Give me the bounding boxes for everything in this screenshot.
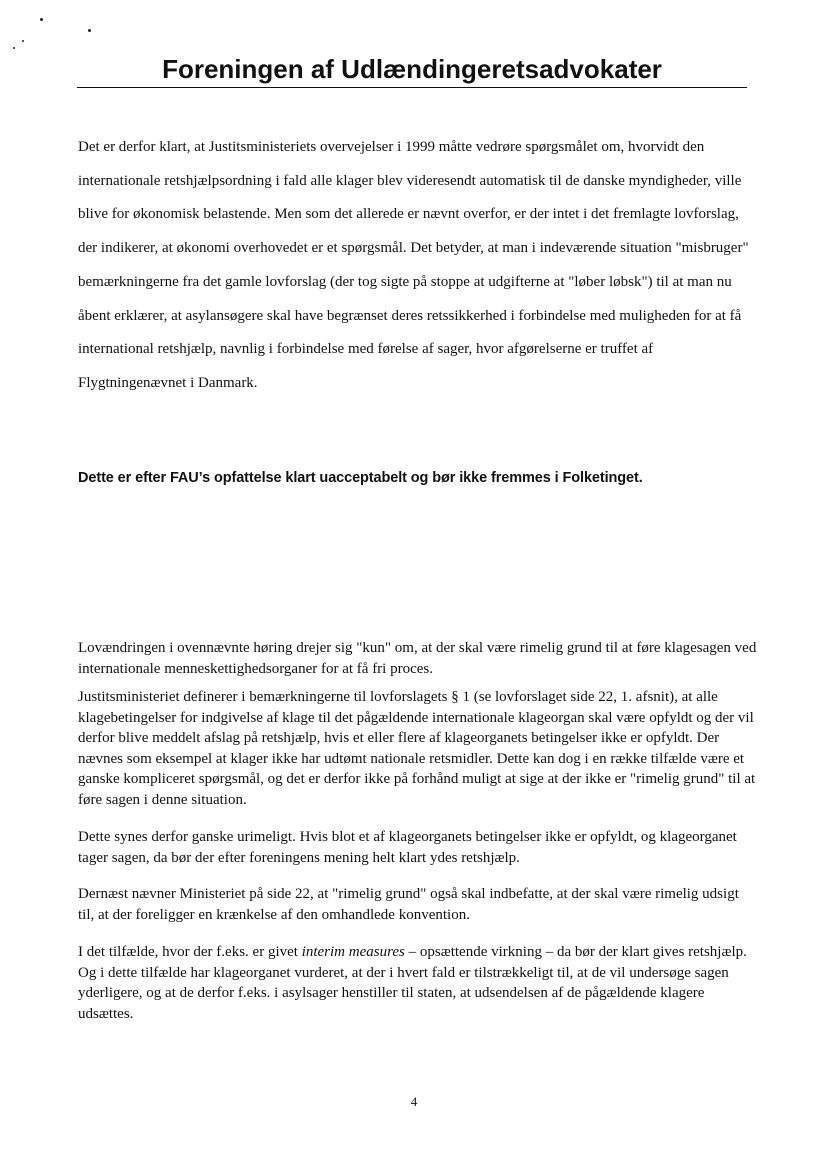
body-paragraph-4: Dette synes derfor ganske urimeligt. Hvis blot et af klageorganets betingelser ikke er opfyldt, og klageorganet tager sagen, da bør der efter foreningens mening helt klart ydes retshjælp. <box>78 829 737 866</box>
body-paragraph-3: Justitsministeriet definerer i bemærkningerne til lovforslagets § 1 (se lovforslaget side 22, 1. afsnit), at alle klagebetingelser for indgivelse af klage til det pågældende internationale klageorgan skal være opfyldt og der vil derfor blive meddelt afslag på retshjælp, hvis et eller flere af klageorganets betingelser ikke er opfyldt. Der nævnes som eksempel at klager ikke har udtømt nationale retsmidler. Dette kan dog i en række tilfælde være et ganske kompliceret spørgsmål, og det er derfor ikke på forhånd muligt at sige at der ikke er "rimelig grund" til at føre sagen i denne situation. <box>78 689 756 808</box>
body-paragraph-5: Dernæst nævner Ministeriet på side 22, at "rimelig grund" også skal indbefatte, at der skal være rimelig udsigt til, at der foreligger en krænkelse af den omhandlede konvention. <box>78 886 739 923</box>
paragraph-6-text-start: I det tilfælde, hvor der f.eks. er givet <box>78 944 302 960</box>
interim-measures-term: interim measures <box>301 944 405 960</box>
page-number: 4 <box>410 1094 418 1109</box>
body-paragraph-6 <box>78 942 758 1024</box>
body-paragraph-1: Det er derfor klart, at Justitsministeriets overvejelser i 1999 måtte vedrøre spørgsmålet om, hvorvidt den internationale retshjælpsordning i fald alle klager blev videresendt automatisk til de danske myndigheder, ville blive for økonomisk belastende. Men som det allerede er nævnt overfor, er der intet i det fremlagte lovforslag, der indikerer, at økonomi overhovedet er et spørgsmål. Det betyder, at man i indeværende situation "misbruger" bemærkningerne fra det gamle lovforslag (der tog sigte på stoppe at udgifterne at "løber løbsk") til at man nu åbent erklærer, at asylansøgere skal have begrænset deres retssikkerhed i forbindelse med muligheden for at få international retshjælp, navnlig i forbindelse med førelse af sager, hvor afgørelserne er truffet af Flygtningenævnet i Danmark. <box>78 139 749 391</box>
scan-speck <box>13 47 15 49</box>
bold-statement: Dette er efter FAU’s opfattelse klart uacceptabelt og bør ikke fremmes i Folketinget. <box>78 470 643 486</box>
paragraph-6-text-end: – opsættende virkning – da bør der klart gives retshjælp. Og i dette tilfælde har klageorganet vurderet, at der i hvert fald er tilstrækkeligt til, at de vil undersøge sagen yderligere, og at de derfor f.eks. i asylsager henstiller til staten, at udsendelsen af de pågældende klagere udsættes. <box>78 944 747 1022</box>
letterhead <box>77 53 747 88</box>
scan-speck <box>22 40 24 42</box>
scan-speck <box>88 29 91 32</box>
body-paragraph-2: Lovændringen i ovennævnte høring drejer sig "kun" om, at der skal være rimelig grund til at føre klagesagen ved internationale menneskettighedsorganer for at få fri proces. <box>78 640 757 677</box>
scan-speck <box>40 18 43 21</box>
organization-title: Foreningen af Udlændingeretsadvokater <box>162 54 662 84</box>
